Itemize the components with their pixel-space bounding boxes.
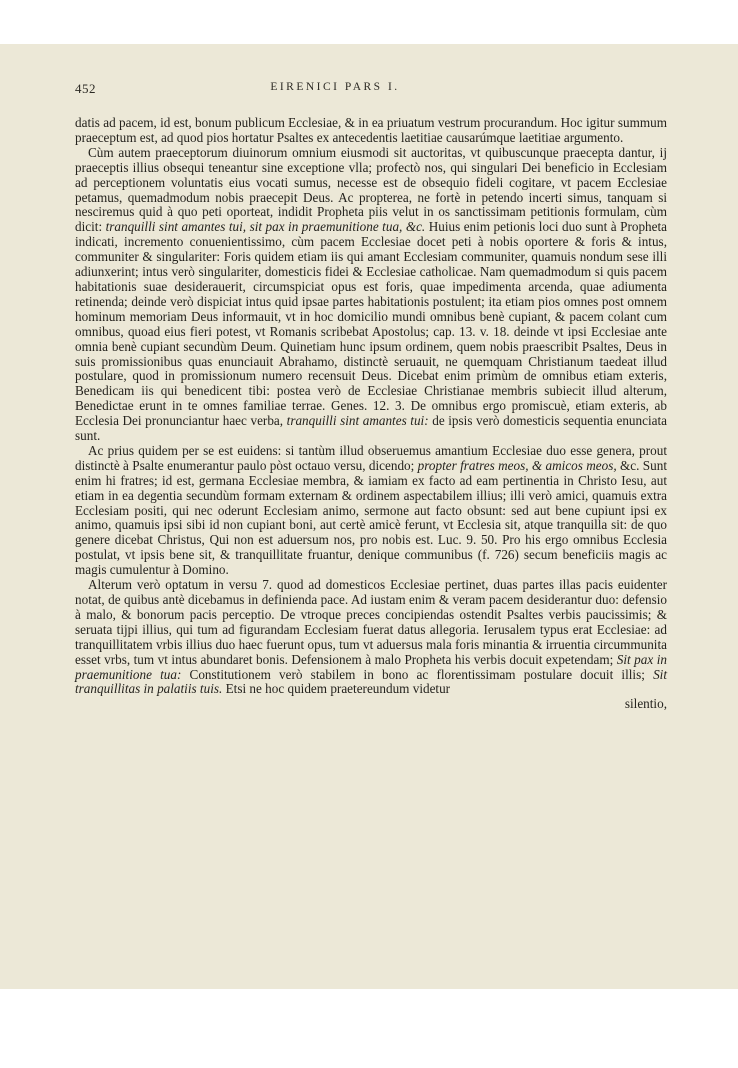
page-header — [75, 81, 665, 101]
quotation: tranquilli sint amantes tui: — [286, 413, 429, 429]
book-page — [0, 44, 738, 989]
paragraph: Ac prius quidem per se est euidens: si tantùm illud obseruemus amantium Ecclesiae duo esse genera, prout distinctè à Psalte enumerantur paulo pòst octauo versu, dicendo; propter fratres meos, & amicos meos, &c. Sunt enim hi fratres; id est, germana Ecclesiae membra, & iamiam ex facto ad eam pertinentia in Christo Iesu, aut etiam in ea degentia secundùm formam externam & ordinem aspectabilem illius; illi verò amici, quamuis extra Ecclesiam positi, qui nec oderunt Ecclesiam animo, sermone aut facto obsunt: sed aut bene cupiunt ipsi ex animo, quamuis ipsi sibi id non cupiant boni, aut certè amicè ferunt, vt Ecclesia sit, atque tranquilla sit: de quo genere dicebat Christus, Qui non est aduersum nos, pro nobis est. Luc. 9. 50. Pro his ergo omnibus Ecclesia postulat, vt ipsis bene sit, & tranquillitate fruantur, denique communibus (f. 726) secum beneficiis magis ac magis cumulentur à Domino. — [75, 442, 667, 578]
paragraph: Cùm autem praeceptorum diuinorum omnium eiusmodi sit auctoritas, vt quibuscunque praecepta dantur, ij praeceptis illius obsequi teneantur sine exceptione vlla; profectò nos, qui singulari Dei beneficio in Ecclesiam ad perceptionem voluntatis eius vocati sumus, necesse est de obsequio fideli cogitare, vt pacem Ecclesiae petamus, quemadmodum nobis praecepit Deus. Ac propterea, ne fortè in petendo incerti simus, tanquam si nesciremus quid à quo peti oporteat, indidit Propheta piis velut in os sanctissimam petitionis formulam, cùm dicit: tranquilli sint amantes tui, sit pax in praemunitione tua, &c. Huius enim petionis loci duo sunt à Propheta indicati, incremento conuenientissimo, cùm pacem Ecclesiae docet peti à nobis oportere & foris & intus, communiter & singulariter: Foris quidem etiam iis qui amant Ecclesiam communiter, quamuis nondum sese illi adiunxerint; intus verò singulariter, domesticis fidei & Ecclesiae catholicae. Nam quemadmodum si quis pacem habitationis suae desiderauerit, circumspiciat opus est foris, quae impedimenta arcenda, quae adiumenta retinenda; deinde verò dispiciat intus quid ipsae partes habitationis postulent; ita etiam pios omnes post omnem hominum memoriam Deus informauit, vt in hoc domicilio mundi omnibus benè cupiant, & pacem colant cum omnibus, quoad eius fieri potest, vt Romanis scribebat Apostolus; cap. 13. v. 18. deinde vt ipsi Ecclesiae ante omnia benè cupiant secundùm Deum. Quinetiam hunc ipsum ordinem, quem nobis praescribit Psaltes, Deus in suis promissionibus quas enunciauit Abrahamo, distinctè seruauit, ne quemquam Christianum taedeat illud postulare, quod in promissionum numero recensuit Deus. Dicebat enim primùm de omnibus etiam exteris, Benedicam iis qui benedicent tibi: postea verò de Ecclesiae Christianae membris subiecit illud alterum, Benedictae erunt in te omnes familiae terrae. Genes. 12. 3. De omnibus ergo promiscuè, etiam exteris, ab Ecclesia Dei pronunciantur haec verba, tranquilli sint amantes tui: de ipsis verò domesticis sequentia enunciata sunt. — [75, 144, 668, 444]
catchword: silentio, — [624, 696, 667, 712]
page-number: 452 — [75, 81, 96, 96]
body-text — [75, 116, 667, 712]
quotation: Sit tranquillitas in palatiis tuis. — [75, 666, 667, 697]
quotation: propter fratres meos, & amicos meos, — [417, 457, 617, 473]
quotation: tranquilli sint amantes tui, sit pax in praemunitione tua, &c. — [105, 219, 426, 235]
running-head: EIRENICI PARS I. — [270, 81, 400, 93]
paragraph: Alterum verò optatum in versu 7. quod ad domesticos Ecclesiae pertinet, duas partes illas pacis euidenter notat, de quibus antè dicebamus in definienda pace. Ad iustam enim & veram pacem desiderantur duo: defensio à malo, & bonorum pacis perceptio. De vtroque preces concipiendas ostendit Psaltes verbis paucissimis; & seruata tijpi illius, qui tum ad figurandam Ecclesiam fuerat datus allegoria. Ierusalem typus erat Ecclesiae: ad tranquillitatem vrbis illius duo haec fuerunt opus, tum vt aduersus mala foris minantia & irruentia circummunita esset vrbs, tum vt intus abundaret bonis. Defensionem à malo Propheta his verbis docuit expetendam; Sit pax in praemunitione tua: Constitutionem verò stabilem in bono ac florentissimam postulare docuit illis; Sit tranquillitas in palatiis tuis. Etsi ne hoc quidem praetereundum videtur — [75, 577, 667, 697]
quotation: Sit pax in praemunitione tua: — [75, 651, 667, 682]
paragraph: datis ad pacem, id est, bonum publicum Ecclesiae, & in ea priuatum vestrum procurandum. Hoc igitur summum praeceptum est, ad quod pios hortatur Psaltes ex antecedentis laetitiae causarúmque laetitiae argumento. — [75, 115, 667, 145]
